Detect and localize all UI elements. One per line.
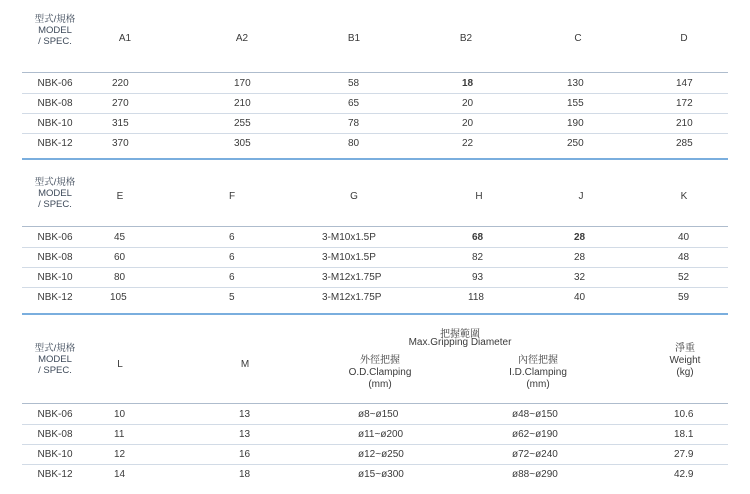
- col-header-h: H: [475, 191, 483, 202]
- model-cell: NBK-06: [37, 78, 73, 89]
- a1-cell: 315: [112, 118, 129, 129]
- e-cell: 45: [114, 232, 126, 243]
- c-cell: 190: [567, 118, 584, 129]
- model-header-en: MODEL: [38, 25, 72, 36]
- id-header-cn: 內徑把握: [518, 355, 558, 366]
- id-header-unit: (mm): [526, 379, 550, 390]
- col-header-a1: A1: [118, 33, 132, 44]
- b2-cell: 20: [462, 118, 474, 129]
- table-row: [22, 405, 728, 425]
- e-cell: 105: [110, 292, 127, 303]
- col-header-b2: B2: [459, 33, 473, 44]
- table-row: [22, 465, 728, 485]
- table-row: [22, 74, 728, 94]
- b2-cell: 18: [462, 78, 474, 89]
- l-cell: 10: [114, 409, 126, 420]
- j-cell: 32: [574, 272, 586, 283]
- f-cell: 6: [229, 252, 235, 263]
- col-header-d: D: [680, 33, 688, 44]
- c-cell: 130: [567, 78, 584, 89]
- spec-header-en: / SPEC.: [38, 36, 72, 47]
- table-row: [22, 114, 728, 134]
- spec-table-section-3: [0, 315, 750, 494]
- col-header-k: K: [680, 191, 688, 202]
- a2-cell: 255: [234, 118, 251, 129]
- id-cell: ø72~ø240: [512, 449, 558, 460]
- l-cell: 14: [114, 469, 126, 480]
- model-header-en: MODEL: [38, 354, 72, 365]
- table-row: [22, 445, 728, 465]
- model-spec-header: [22, 14, 88, 47]
- od-cell: ø8~ø150: [358, 409, 399, 420]
- b2-cell: 20: [462, 98, 474, 109]
- model-cell: NBK-06: [37, 232, 73, 243]
- b1-cell: 58: [348, 78, 360, 89]
- a1-cell: 220: [112, 78, 129, 89]
- b1-cell: 80: [348, 138, 360, 149]
- model-cell: NBK-12: [37, 138, 73, 149]
- k-cell: 48: [678, 252, 690, 263]
- od-cell: ø15~ø300: [358, 469, 404, 480]
- model-header-cn: 型式/規格: [34, 14, 76, 25]
- l-cell: 12: [114, 449, 126, 460]
- model-cell: NBK-10: [37, 272, 73, 283]
- col-header-e: E: [116, 191, 124, 202]
- g-cell: 3-M12x1.75P: [322, 272, 382, 283]
- weight-cell: 42.9: [674, 469, 694, 480]
- g-cell: 3-M12x1.75P: [322, 292, 382, 303]
- table-row: [22, 248, 728, 268]
- spec-table-section-1: [0, 0, 750, 160]
- header-rule: [22, 403, 728, 404]
- d-cell: 172: [676, 98, 693, 109]
- m-cell: 13: [239, 409, 251, 420]
- j-cell: 28: [574, 232, 586, 243]
- model-cell: NBK-10: [37, 118, 73, 129]
- f-cell: 6: [229, 272, 235, 283]
- weight-cell: 10.6: [674, 409, 694, 420]
- od-header-cn: 外徑把握: [360, 355, 400, 366]
- m-cell: 18: [239, 469, 251, 480]
- d-cell: 147: [676, 78, 693, 89]
- od-cell: ø12~ø250: [358, 449, 404, 460]
- spec-table-section-2: [0, 160, 750, 313]
- h-cell: 68: [472, 232, 484, 243]
- d-cell: 210: [676, 118, 693, 129]
- m-cell: 13: [239, 429, 251, 440]
- weight-header: [650, 343, 720, 379]
- id-cell: ø62~ø190: [512, 429, 558, 440]
- model-spec-header: [22, 177, 88, 210]
- j-cell: 40: [574, 292, 586, 303]
- a2-cell: 170: [234, 78, 251, 89]
- od-cell: ø11~ø200: [358, 429, 404, 440]
- id-cell: ø48~ø150: [512, 409, 558, 420]
- od-header-unit: (mm): [368, 379, 392, 390]
- model-cell: NBK-10: [37, 449, 73, 460]
- h-cell: 118: [468, 292, 484, 303]
- od-header-en: O.D.Clamping: [348, 367, 412, 378]
- header-rule: [22, 72, 728, 73]
- b2-cell: 22: [462, 138, 474, 149]
- j-cell: 28: [574, 252, 586, 263]
- model-cell: NBK-08: [37, 252, 73, 263]
- f-cell: 5: [229, 292, 235, 303]
- weight-cell: 27.9: [674, 449, 694, 460]
- spec-header-en: / SPEC.: [38, 365, 72, 376]
- weight-header-cn: 淨重: [675, 343, 695, 354]
- g-cell: 3-M10x1.5P: [322, 252, 376, 263]
- gripping-title-en: Max.Gripping Diameter: [408, 337, 512, 348]
- a1-cell: 370: [112, 138, 129, 149]
- table-row: [22, 268, 728, 288]
- k-cell: 40: [678, 232, 690, 243]
- od-clamping-header: [320, 355, 440, 391]
- model-header-cn: 型式/規格: [34, 343, 76, 354]
- g-cell: 3-M10x1.5P: [322, 232, 376, 243]
- gripping-title-cn: 把握範圍: [440, 329, 480, 340]
- col-header-b1: B1: [347, 33, 361, 44]
- table-row: [22, 134, 728, 154]
- col-header-g: G: [350, 191, 358, 202]
- table-row: [22, 425, 728, 445]
- model-cell: NBK-12: [37, 292, 73, 303]
- a2-cell: 210: [234, 98, 251, 109]
- model-cell: NBK-12: [37, 469, 73, 480]
- table-row: [22, 228, 728, 248]
- col-header-l: L: [117, 359, 123, 370]
- k-cell: 52: [678, 272, 690, 283]
- f-cell: 6: [229, 232, 235, 243]
- a1-cell: 270: [112, 98, 129, 109]
- b1-cell: 78: [348, 118, 360, 129]
- b1-cell: 65: [348, 98, 360, 109]
- h-cell: 82: [472, 252, 484, 263]
- col-header-a2: A2: [235, 33, 249, 44]
- model-header-en: MODEL: [38, 188, 72, 199]
- model-cell: NBK-08: [37, 429, 73, 440]
- id-cell: ø88~ø290: [512, 469, 558, 480]
- table-row: [22, 288, 728, 308]
- a2-cell: 305: [234, 138, 251, 149]
- col-header-c: C: [574, 33, 582, 44]
- spec-header-en: / SPEC.: [38, 199, 72, 210]
- h-cell: 93: [472, 272, 484, 283]
- col-header-f: F: [228, 191, 236, 202]
- k-cell: 59: [678, 292, 690, 303]
- d-cell: 285: [676, 138, 693, 149]
- weight-header-en: Weight: [669, 355, 701, 366]
- c-cell: 155: [567, 98, 584, 109]
- id-clamping-header: [478, 355, 598, 391]
- col-header-m: M: [240, 359, 250, 370]
- m-cell: 16: [239, 449, 251, 460]
- header-rule: [22, 226, 728, 227]
- model-cell: NBK-06: [37, 409, 73, 420]
- e-cell: 60: [114, 252, 126, 263]
- id-header-en: I.D.Clamping: [509, 367, 567, 378]
- table-row: [22, 94, 728, 114]
- model-cell: NBK-08: [37, 98, 73, 109]
- weight-header-unit: (kg): [676, 367, 694, 378]
- model-header-cn: 型式/規格: [34, 177, 76, 188]
- c-cell: 250: [567, 138, 584, 149]
- e-cell: 80: [114, 272, 126, 283]
- l-cell: 11: [114, 429, 125, 440]
- model-spec-header: [22, 343, 88, 376]
- weight-cell: 18.1: [674, 429, 694, 440]
- col-header-j: J: [578, 191, 584, 202]
